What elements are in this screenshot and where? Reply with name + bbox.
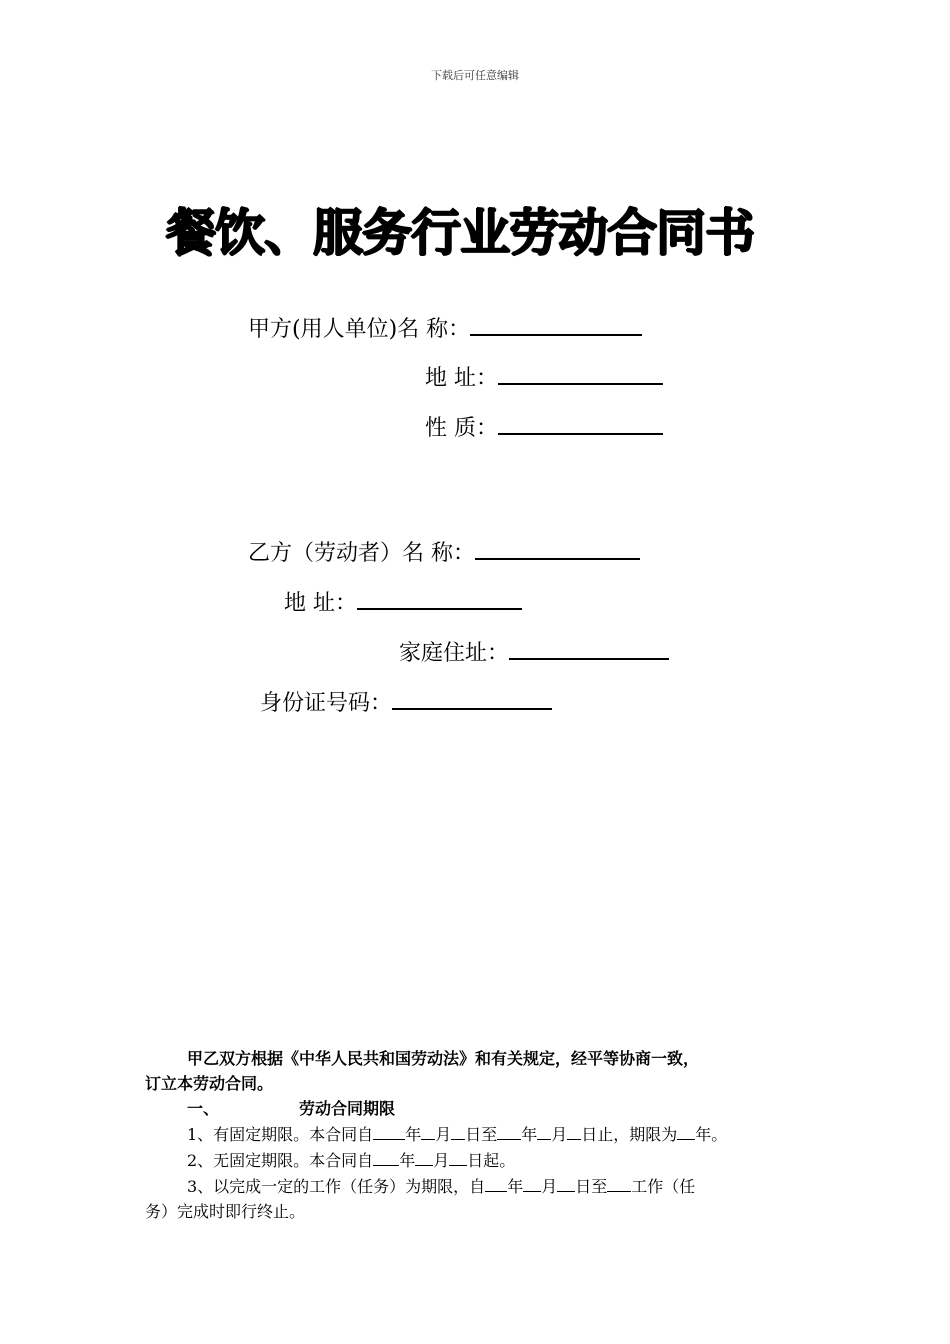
party-a-name-blank[interactable] xyxy=(470,310,642,336)
party-b-address-blank[interactable] xyxy=(357,584,522,610)
clause-2-end: 日起。 xyxy=(467,1151,516,1170)
party-b-address-field xyxy=(284,584,522,619)
clause-3-blank-year[interactable] xyxy=(485,1173,507,1192)
clause-2-blank-month[interactable] xyxy=(415,1147,433,1166)
party-a-nature-label: 性 质： xyxy=(425,416,498,441)
clause-1-year: 年 xyxy=(405,1125,422,1144)
party-b-address-label: 地 址： xyxy=(284,591,357,616)
clause-2 xyxy=(145,1147,825,1173)
clause-3-blank-work[interactable] xyxy=(607,1173,631,1192)
section-1-title: 劳动合同期限 xyxy=(299,1099,396,1118)
party-b-id-field xyxy=(260,684,552,719)
party-a-nature-field xyxy=(425,409,663,444)
party-b-name-blank[interactable] xyxy=(475,534,640,560)
clause-1-month-end: 月 xyxy=(551,1125,568,1144)
party-a-name-label: 甲方(用人单位)名 称： xyxy=(248,317,471,342)
clause-1-to: 日至 xyxy=(465,1125,498,1144)
party-b-id-label: 身份证号码： xyxy=(260,691,393,716)
clause-2-text: 2、无固定期限。本合同自 xyxy=(187,1151,374,1170)
clause-3-year: 年 xyxy=(507,1177,524,1196)
intro-line-1: 甲乙双方根据《中华人民共和国劳动法》和有关规定，经平等协商一致， xyxy=(187,1049,700,1068)
header-note: 下载后可任意编辑 xyxy=(431,69,519,82)
party-a-address-field xyxy=(425,359,663,394)
clause-2-blank-year[interactable] xyxy=(373,1147,399,1166)
intro-line-2: 订立本劳动合同。 xyxy=(145,1074,274,1093)
party-a-address-blank[interactable] xyxy=(498,359,663,385)
clause-1-text: 1、有固定期限。本合同自 xyxy=(187,1125,374,1144)
party-b-name-label: 乙方（劳动者）名 称： xyxy=(248,541,475,566)
clause-1-blank-month-end[interactable] xyxy=(537,1121,551,1140)
section-1-heading xyxy=(145,1096,825,1121)
clause-1-blank-day-start[interactable] xyxy=(451,1121,465,1140)
clause-3-text: 3、以完成一定的工作（任务）为期限，自 xyxy=(187,1177,486,1196)
clause-2-month: 月 xyxy=(433,1151,450,1170)
clause-1-year-end: 年 xyxy=(521,1125,538,1144)
clause-2-year: 年 xyxy=(399,1151,416,1170)
clause-3-blank-month[interactable] xyxy=(523,1173,541,1192)
clause-3 xyxy=(145,1173,825,1199)
section-1-number: 一、 xyxy=(187,1099,220,1118)
party-b-home-field xyxy=(399,634,669,669)
contract-body xyxy=(145,1046,825,1224)
party-b-home-label: 家庭住址： xyxy=(399,641,510,666)
clause-3-to: 日至 xyxy=(575,1177,608,1196)
clause-1-month: 月 xyxy=(435,1125,452,1144)
party-a-address-label: 地 址： xyxy=(425,366,498,391)
clause-1-term: 日止，期限为 xyxy=(581,1125,678,1144)
clause-1-blank-year-end[interactable] xyxy=(497,1121,521,1140)
clause-1-blank-year-start[interactable] xyxy=(373,1121,405,1140)
clause-3-work: 工作（任 xyxy=(631,1177,696,1196)
clause-2-blank-day[interactable] xyxy=(449,1147,467,1166)
clause-3-continued: 务）完成时即行终止。 xyxy=(145,1202,306,1221)
party-a-nature-blank[interactable] xyxy=(498,409,663,435)
clause-1-blank-day-end[interactable] xyxy=(567,1121,581,1140)
document-title: 餐饮、服务行业劳动合同书 xyxy=(166,204,754,262)
clause-1-end: 年。 xyxy=(695,1125,728,1144)
clause-3-blank-day[interactable] xyxy=(557,1173,575,1192)
clause-1-blank-month-start[interactable] xyxy=(421,1121,435,1140)
clause-1 xyxy=(145,1121,825,1147)
clause-1-blank-term[interactable] xyxy=(677,1121,695,1140)
party-b-id-blank[interactable] xyxy=(392,684,552,710)
clause-3-month: 月 xyxy=(541,1177,558,1196)
party-b-home-blank[interactable] xyxy=(509,634,669,660)
party-a-name-field xyxy=(248,310,642,345)
party-b-name-field xyxy=(248,534,640,569)
